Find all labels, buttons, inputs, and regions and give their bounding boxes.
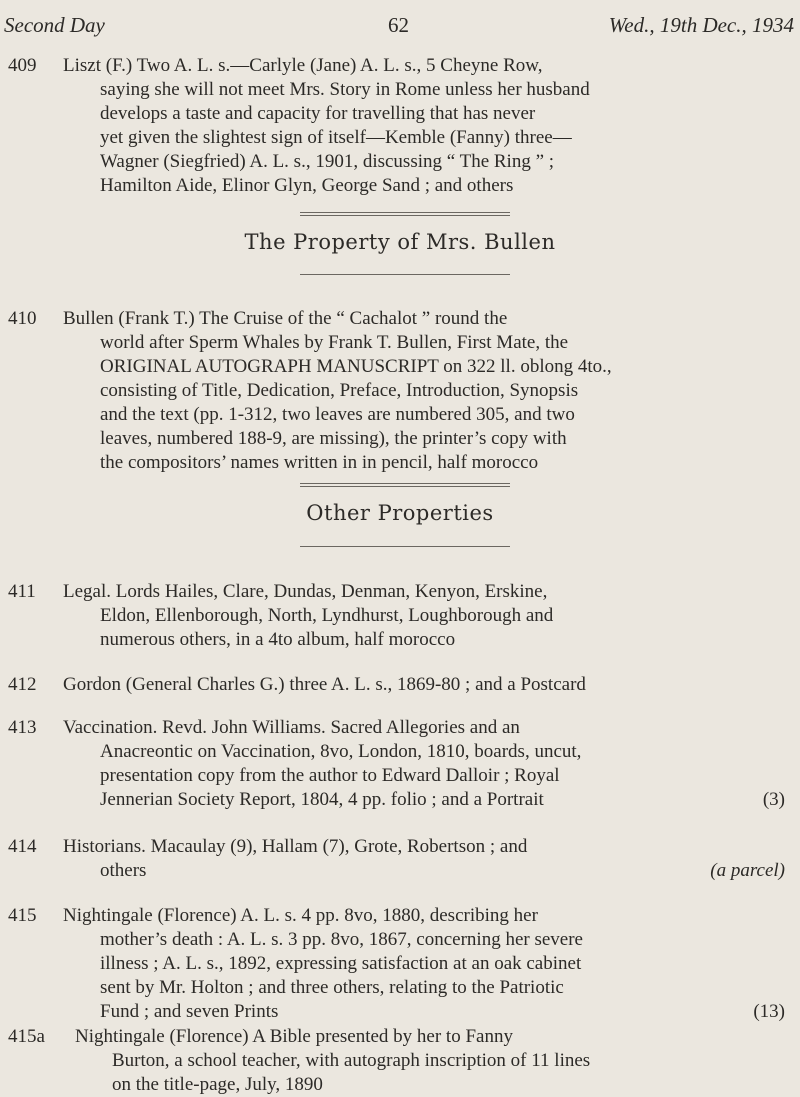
section-heading-other: Other Properties xyxy=(306,501,494,525)
lot-line: Burton, a school teacher, with autograph inscription of 11 lines xyxy=(112,1050,591,1071)
section-rule xyxy=(300,212,510,216)
lot-line: develops a taste and capacity for travelling that has never xyxy=(100,103,536,124)
lot-quantity: (3) xyxy=(762,789,785,810)
lot-line: the compositors’ names written in in pencil, half morocco xyxy=(100,452,539,473)
lot-line: consisting of Title, Dedication, Preface, Introduction, Synopsis xyxy=(100,380,579,401)
lot-line: numerous others, in a 4to album, half morocco xyxy=(100,629,456,650)
lot-line: Nightingale (Florence) A Bible presented by her to Fanny xyxy=(75,1026,513,1047)
lot-line-text: others xyxy=(100,860,147,881)
lot-description xyxy=(63,904,785,1024)
section-rule xyxy=(300,546,510,547)
lot-quantity: (13) xyxy=(753,1001,785,1022)
lot-line: Historians. Macaulay (9), Hallam (7), Grote, Robertson ; and xyxy=(63,836,528,857)
lot-number: 415 xyxy=(8,905,37,926)
lot-line xyxy=(63,1000,785,1024)
lot-line-text: Fund ; and seven Prints xyxy=(100,1001,279,1022)
lot-line: Vaccination. Revd. John Williams. Sacred Allegories and an xyxy=(63,717,520,738)
lot-line: Gordon (General Charles G.) three A. L. s., 1869-80 ; and a Postcard xyxy=(63,674,586,695)
lot-number: 411 xyxy=(8,581,36,602)
section-rule xyxy=(300,483,510,487)
lot-line: Nightingale (Florence) A. L. s. 4 pp. 8vo, 1880, describing her xyxy=(63,905,538,926)
lot-line: and the text (pp. 1-312, two leaves are numbered 305, and two xyxy=(100,404,575,425)
lot-line: yet given the slightest sign of itself—Kemble (Fanny) three— xyxy=(100,127,572,148)
lot-line xyxy=(63,859,785,883)
lot-description xyxy=(63,716,785,812)
lot-description xyxy=(63,54,785,198)
page-header xyxy=(0,10,800,40)
lot-line: world after Sperm Whales by Frank T. Bullen, First Mate, the xyxy=(100,332,569,353)
lot-description xyxy=(63,307,785,475)
lot-line: Hamilton Aide, Elinor Glyn, George Sand ; and others xyxy=(100,175,514,196)
lot-line: Bullen (Frank T.) The Cruise of the “ Cachalot ” round the xyxy=(63,308,508,329)
lot-line: saying she will not meet Mrs. Story in Rome unless her husband xyxy=(100,79,590,100)
lot-line: Eldon, Ellenborough, North, Lyndhurst, Loughborough and xyxy=(100,605,554,626)
lot-line: on the title-page, July, 1890 xyxy=(112,1074,323,1095)
lot-quantity: (a parcel) xyxy=(710,860,785,881)
lot-line: sent by Mr. Holton ; and three others, relating to the Patriotic xyxy=(100,977,564,998)
page-number: 62 xyxy=(388,13,409,37)
lot-description xyxy=(63,835,785,883)
lot-description xyxy=(63,673,785,697)
section-heading-bullen: The Property of Mrs. Bullen xyxy=(244,230,556,254)
lot-line: illness ; A. L. s., 1892, expressing satisfaction at an oak cabinet xyxy=(100,953,582,974)
section-rule xyxy=(300,274,510,275)
lot-number: 409 xyxy=(8,55,37,76)
lot-line: mother’s death : A. L. s. 3 pp. 8vo, 1867, concerning her severe xyxy=(100,929,583,950)
lot-line: Anacreontic on Vaccination, 8vo, London, 1810, boards, uncut, xyxy=(100,741,582,762)
lot-number: 415a xyxy=(8,1026,45,1047)
lot-description xyxy=(63,580,785,652)
lot-line-text: Jennerian Society Report, 1804, 4 pp. folio ; and a Portrait xyxy=(100,789,544,810)
header-day: Second Day xyxy=(4,13,105,37)
lot-line xyxy=(63,788,785,812)
header-date: Wed., 19th Dec., 1934 xyxy=(608,13,794,37)
lot-line: presentation copy from the author to Edward Dalloir ; Royal xyxy=(100,765,560,786)
lot-description xyxy=(63,1025,785,1097)
lot-line: ORIGINAL AUTOGRAPH MANUSCRIPT on 322 ll. oblong 4to., xyxy=(100,356,612,377)
lot-number: 413 xyxy=(8,717,37,738)
lot-number: 410 xyxy=(8,308,37,329)
lot-line: Liszt (F.) Two A. L. s.—Carlyle (Jane) A. L. s., 5 Cheyne Row, xyxy=(63,55,543,76)
lot-number: 414 xyxy=(8,836,37,857)
lot-number: 412 xyxy=(8,674,37,695)
lot-line: Legal. Lords Hailes, Clare, Dundas, Denman, Kenyon, Erskine, xyxy=(63,581,548,602)
lot-line: leaves, numbered 188-9, are missing), the printer’s copy with xyxy=(100,428,567,449)
lot-line: Wagner (Siegfried) A. L. s., 1901, discussing “ The Ring ” ; xyxy=(100,151,555,172)
